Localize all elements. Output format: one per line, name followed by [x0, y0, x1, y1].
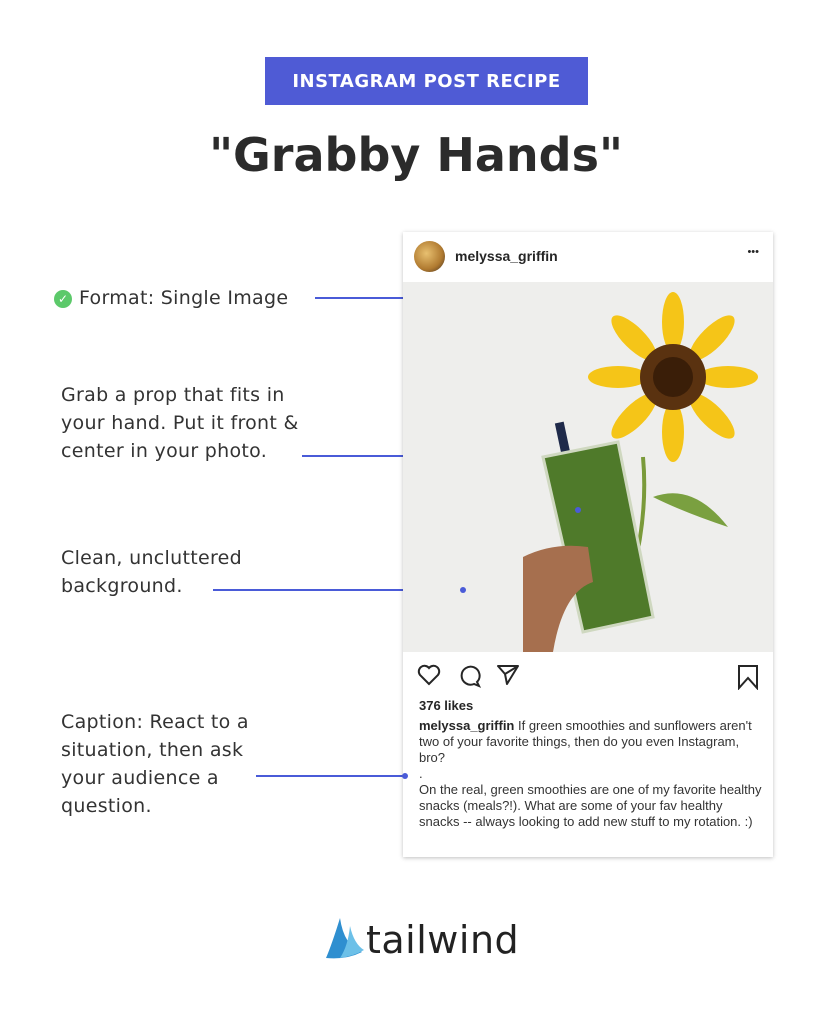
caption-dot: .: [419, 766, 423, 781]
caption-username[interactable]: melyssa_griffin: [419, 718, 515, 733]
recipe-banner: INSTAGRAM POST RECIPE: [265, 57, 588, 105]
like-heart-icon[interactable]: [417, 664, 441, 686]
note-format: Format: Single Image: [79, 287, 289, 309]
caption-text: If green smoothies and sunflowers aren't two of your favorite things, then do you even Instagram, bro?: [419, 718, 752, 765]
post-photo: [403, 282, 773, 652]
post-username[interactable]: melyssa_griffin: [455, 248, 558, 264]
connector-dot: [575, 507, 581, 513]
bookmark-icon[interactable]: [737, 664, 759, 690]
connector-dot: [402, 773, 408, 779]
tailwind-logo-icon: [326, 916, 366, 962]
avatar[interactable]: [414, 241, 445, 272]
note-prop: Grab a prop that fits in your hand. Put it front & center in your photo.: [61, 384, 299, 462]
more-options-icon[interactable]: •••: [747, 246, 759, 258]
page-title: "Grabby Hands": [209, 128, 623, 182]
check-icon: ✓: [54, 290, 72, 308]
note-background: Clean, uncluttered background.: [61, 547, 242, 597]
instagram-post: [403, 232, 773, 857]
share-icon[interactable]: [496, 664, 520, 686]
caption-more: On the real, green smoothies are one of my favorite healthy snacks (meals?!). What are some of your fav healthy snacks -- always looking to add new stuff to my rotation. :): [419, 782, 762, 829]
comment-icon[interactable]: [457, 664, 481, 688]
connector-line: [256, 775, 405, 777]
note-caption: Caption: React to a situation, then ask your audience a question.: [61, 711, 249, 817]
tailwind-logo: tailwind: [366, 918, 520, 962]
connector-dot: [460, 587, 466, 593]
likes-count[interactable]: 376 likes: [419, 698, 474, 713]
post-caption: [419, 718, 764, 830]
connector-line: [315, 297, 414, 299]
